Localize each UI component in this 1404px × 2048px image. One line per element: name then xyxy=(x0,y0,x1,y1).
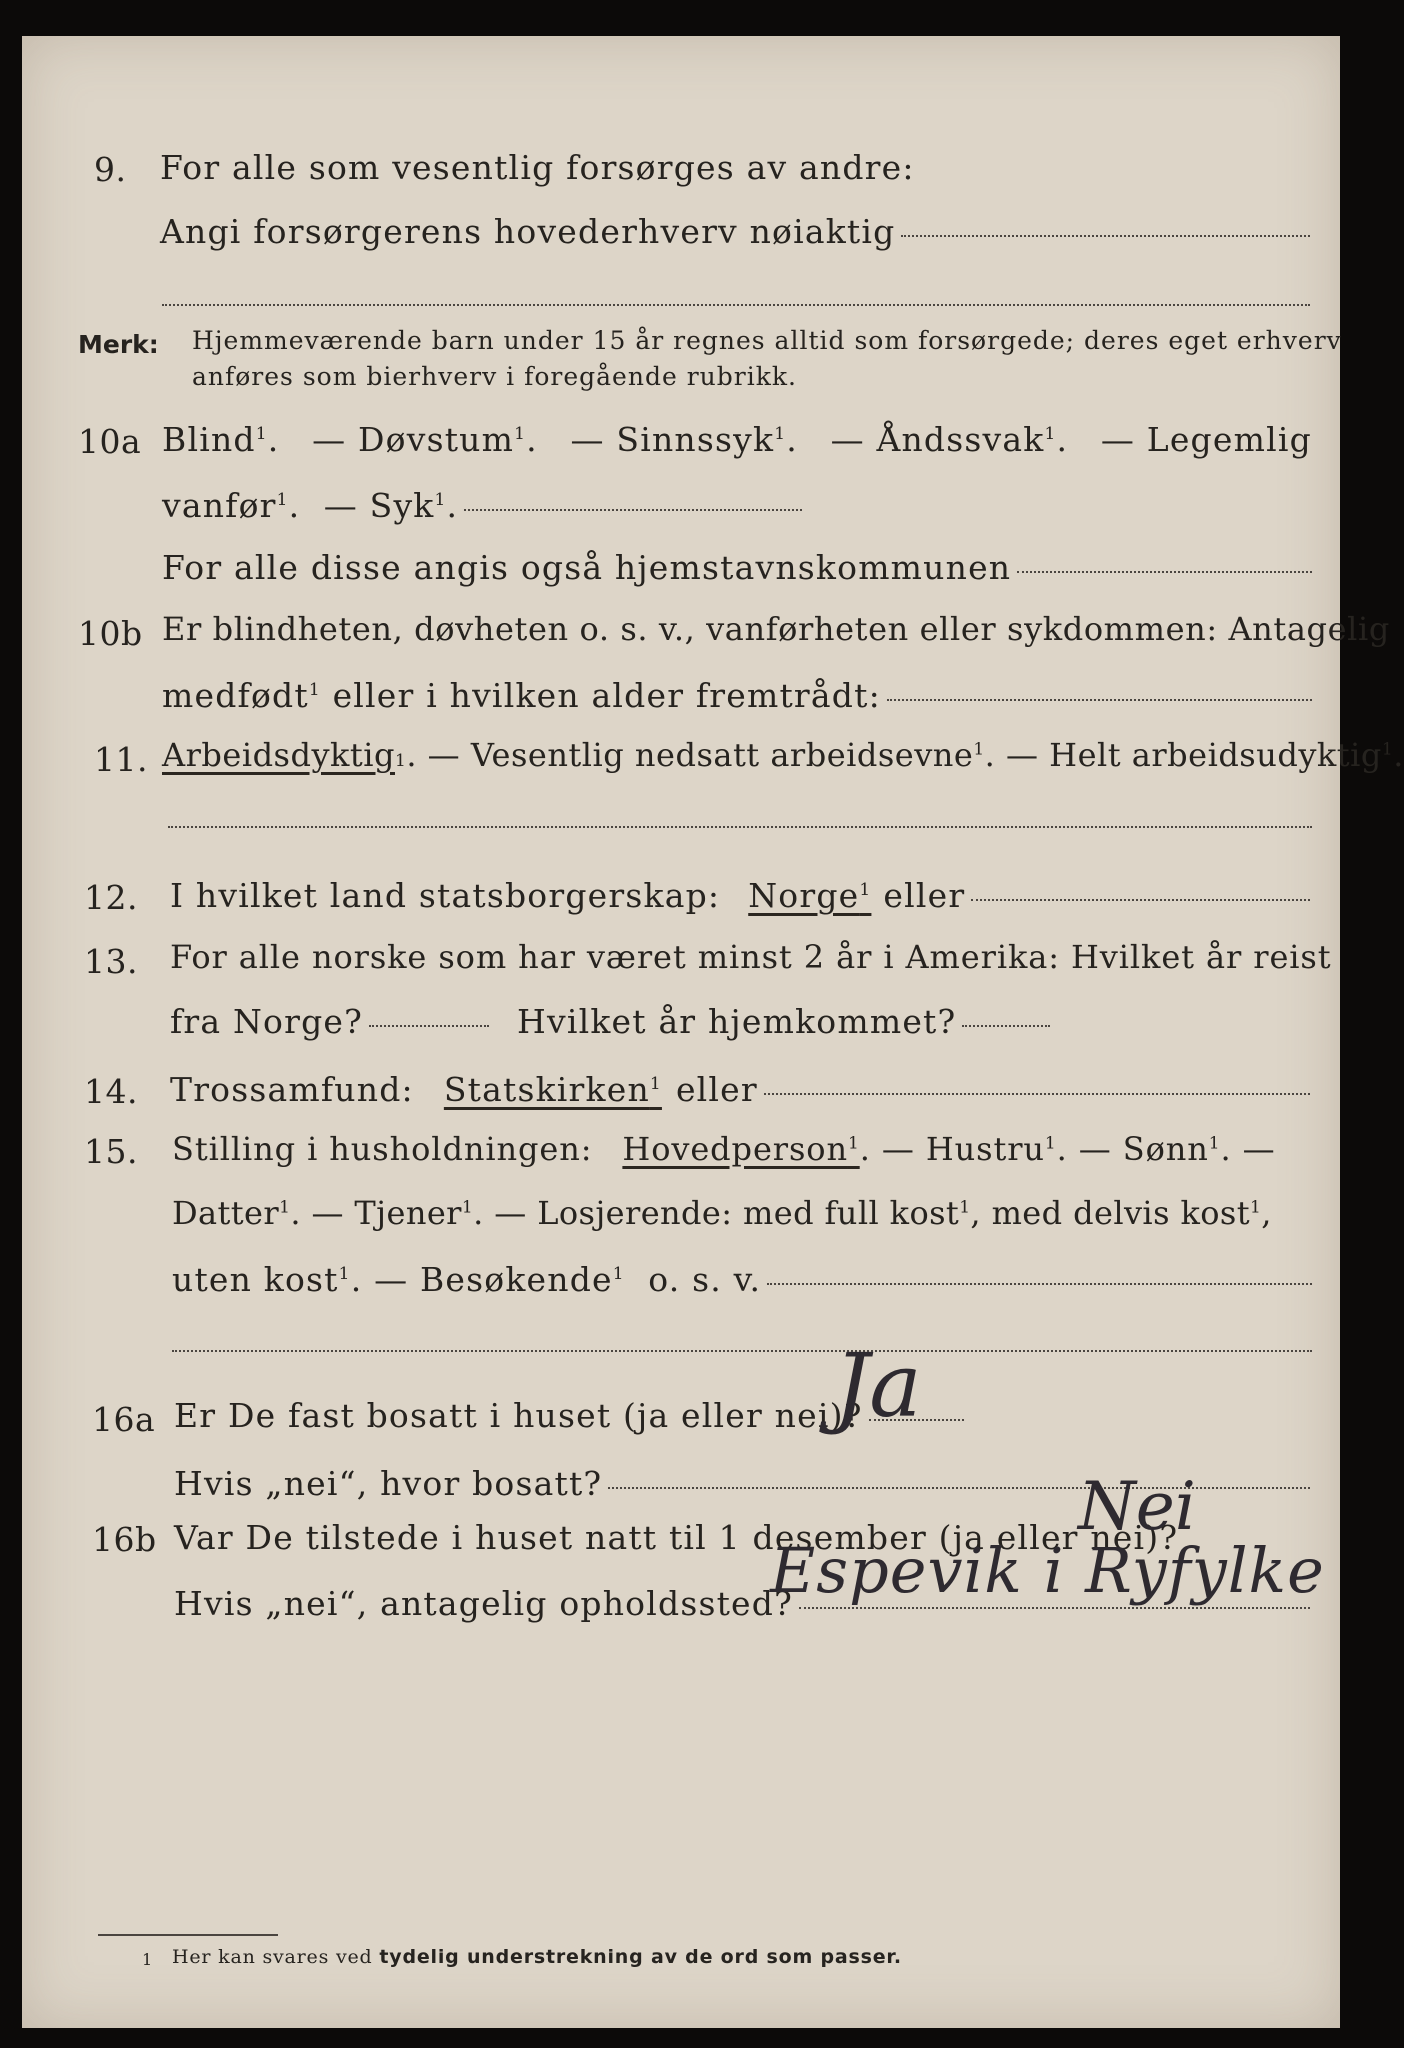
option-legemlig[interactable]: — Legemlig xyxy=(1100,420,1312,459)
census-form xyxy=(22,36,1404,2028)
option-medfodt[interactable]: medfødt$^1$ xyxy=(162,676,321,715)
q15-line2 xyxy=(172,1194,1312,1232)
q10a-line3 xyxy=(162,548,1312,587)
merk-note-line2: anføres som bierhverv i foregående rubrikk. xyxy=(192,362,797,391)
option-tjener[interactable]: . — Tjener$^1$ xyxy=(290,1194,474,1232)
q16b-question: Var De tilstede i huset natt til 1 desember (ja eller nei)? xyxy=(174,1518,1179,1557)
q12-label: I hvilket land statsborgerskap: xyxy=(170,876,721,915)
q16a-hvor-label: Hvis „nei“, hvor bosatt? xyxy=(174,1464,603,1503)
q10b-line2 xyxy=(162,676,1312,715)
q13-hjemkommet-field[interactable] xyxy=(962,1025,1050,1027)
q10a-line1 xyxy=(162,420,1312,459)
q15-osv: o. s. v. xyxy=(648,1260,762,1299)
option-syk[interactable]: — Syk$^1$. xyxy=(323,486,459,525)
q10b-answer-field[interactable] xyxy=(887,699,1312,701)
q14-eller: eller xyxy=(675,1070,758,1109)
q15-line3 xyxy=(172,1260,1312,1299)
q13-text: For alle norske som har været minst 2 år i Amerika: Hvilket år reist xyxy=(170,938,1332,976)
option-besokende[interactable]: . — Besøkende$^1$ xyxy=(350,1260,625,1299)
q16a-handwritten-answer: Ja xyxy=(834,1334,922,1437)
q12-other-country-field[interactable] xyxy=(971,899,1310,901)
footnote-text xyxy=(172,1946,902,1968)
option-dovstum[interactable]: — Døvstum$^1$. xyxy=(312,420,538,459)
q16b-number: 16b xyxy=(92,1520,157,1559)
q12-line xyxy=(170,876,1310,915)
q11-number: 11. xyxy=(94,740,148,779)
q15-line1 xyxy=(172,1130,1312,1168)
q13-line2 xyxy=(170,1002,1050,1041)
q16b-opholdssted-label: Hvis „nei“, antagelig opholdssted? xyxy=(174,1584,793,1623)
option-delvis-kost[interactable]: , med delvis kost$^1$, xyxy=(970,1194,1272,1232)
option-statskirken-selected[interactable]: Statskirken$^1$ xyxy=(443,1070,662,1109)
q10b-line1 xyxy=(162,610,1390,648)
option-hustru[interactable]: . — Hustru$^1$ xyxy=(859,1130,1057,1168)
q15-label: Stilling i husholdningen: xyxy=(172,1130,593,1168)
q15-extra-field[interactable] xyxy=(172,1350,1312,1352)
q14-number: 14. xyxy=(84,1072,138,1111)
q10a-number: 10a xyxy=(78,422,142,461)
q13-line1 xyxy=(170,938,1332,976)
option-blind[interactable]: Blind$^1$. xyxy=(162,420,280,459)
q11-extra-field[interactable] xyxy=(168,826,1312,828)
q13-reist-label: fra Norge? xyxy=(170,1002,364,1041)
q12-number: 12. xyxy=(84,878,138,917)
form-page xyxy=(22,36,1404,2028)
q9-text: For alle som vesentlig forsørges av andre: xyxy=(160,148,915,187)
q15-other-field[interactable] xyxy=(767,1283,1312,1285)
option-helt-arbeidsudyktig[interactable]: . — Helt arbeidsudyktig$^1$. xyxy=(984,736,1404,774)
option-vanfor[interactable]: vanfør$^1$. xyxy=(162,486,324,525)
option-nedsatt-arbeidsevne[interactable]: . — Vesentlig nedsatt arbeidsevne$^1$ xyxy=(406,736,985,774)
option-full-kost[interactable]: . — Losjerende: med full kost$^1$ xyxy=(473,1194,971,1232)
q10b-alder-label: eller i hvilken alder fremtrådt: xyxy=(332,676,881,715)
q16a-number: 16a xyxy=(92,1400,156,1439)
q14-other-field[interactable] xyxy=(764,1093,1310,1095)
footnote-rule xyxy=(98,1934,278,1936)
q9-hovederhverv-label: Angi forsørgerens hovederhverv nøiaktig xyxy=(160,212,896,251)
footnote-marker: 1 xyxy=(142,1950,153,1969)
q15-number: 15. xyxy=(84,1132,138,1171)
q16b-handwritten-place: Espevik i Ryfylke xyxy=(770,1534,1325,1607)
q16b-handwritten-answer: Nei xyxy=(1078,1468,1196,1545)
q10b-number: 10b xyxy=(78,614,143,653)
q10a-hjemstavn-label: For alle disse angis også hjemstavnskommunen xyxy=(162,548,1012,587)
q9-line2 xyxy=(160,212,1310,251)
q14-line xyxy=(170,1070,1310,1109)
q12-eller: eller xyxy=(883,876,966,915)
option-sinnssyk[interactable]: — Sinnssyk$^1$. xyxy=(570,420,798,459)
option-datter[interactable]: Datter$^1$ xyxy=(172,1194,291,1232)
option-norge-selected[interactable]: Norge$^1$ xyxy=(748,876,872,915)
q13-reist-field[interactable] xyxy=(369,1025,489,1027)
q13-number: 13. xyxy=(84,942,138,981)
q9-number: 9. xyxy=(94,150,127,189)
merk-note-line1: Hjemmeværende barn under 15 år regnes alltid som forsørgede; deres eget erhverv xyxy=(192,326,1342,355)
q16a-question: Er De fast bosatt i huset (ja eller nei)? xyxy=(174,1396,863,1435)
q9-line1 xyxy=(160,148,915,187)
q9-answer-field-continued[interactable] xyxy=(162,304,1310,306)
q11-line: Arbeidsdyktig 1 . — Vesentlig nedsatt arbeidsevne$^1$ . — Helt arbeidsudyktig$^1$. xyxy=(162,736,1404,774)
q16a-bosatt-field[interactable] xyxy=(608,1487,1310,1489)
option-andssvak[interactable]: — Åndssvak$^1$. xyxy=(830,420,1069,459)
option-uten-kost[interactable]: uten kost$^1$ xyxy=(172,1260,351,1299)
q10a-hjemstavn-field[interactable] xyxy=(1017,571,1312,573)
q13-hjemkommet-label: Hvilket år hjemkommet? xyxy=(517,1002,957,1041)
footnote-plain: Her kan svares ved xyxy=(172,1946,373,1968)
q10a-syk-field[interactable] xyxy=(464,509,802,511)
merk-label: Merk: xyxy=(78,330,159,359)
option-hovedperson-selected[interactable]: Hovedperson$^1$ xyxy=(622,1130,860,1168)
option-arbeidsdyktig-selected[interactable]: Arbeidsdyktig xyxy=(162,736,395,774)
q14-label: Trossamfund: xyxy=(170,1070,414,1109)
q10a-line2 xyxy=(162,486,802,525)
q16b-opholdssted-field[interactable] xyxy=(799,1607,1310,1609)
footnote-bold: tydelig understrekning av de ord som passer. xyxy=(379,1946,902,1968)
q10b-text: Er blindheten, døvheten o. s. v., vanførheten eller sykdommen: Antagelig xyxy=(162,610,1390,648)
q9-answer-field[interactable] xyxy=(901,235,1310,237)
option-sonn[interactable]: . — Sønn$^1$. — xyxy=(1056,1130,1276,1168)
